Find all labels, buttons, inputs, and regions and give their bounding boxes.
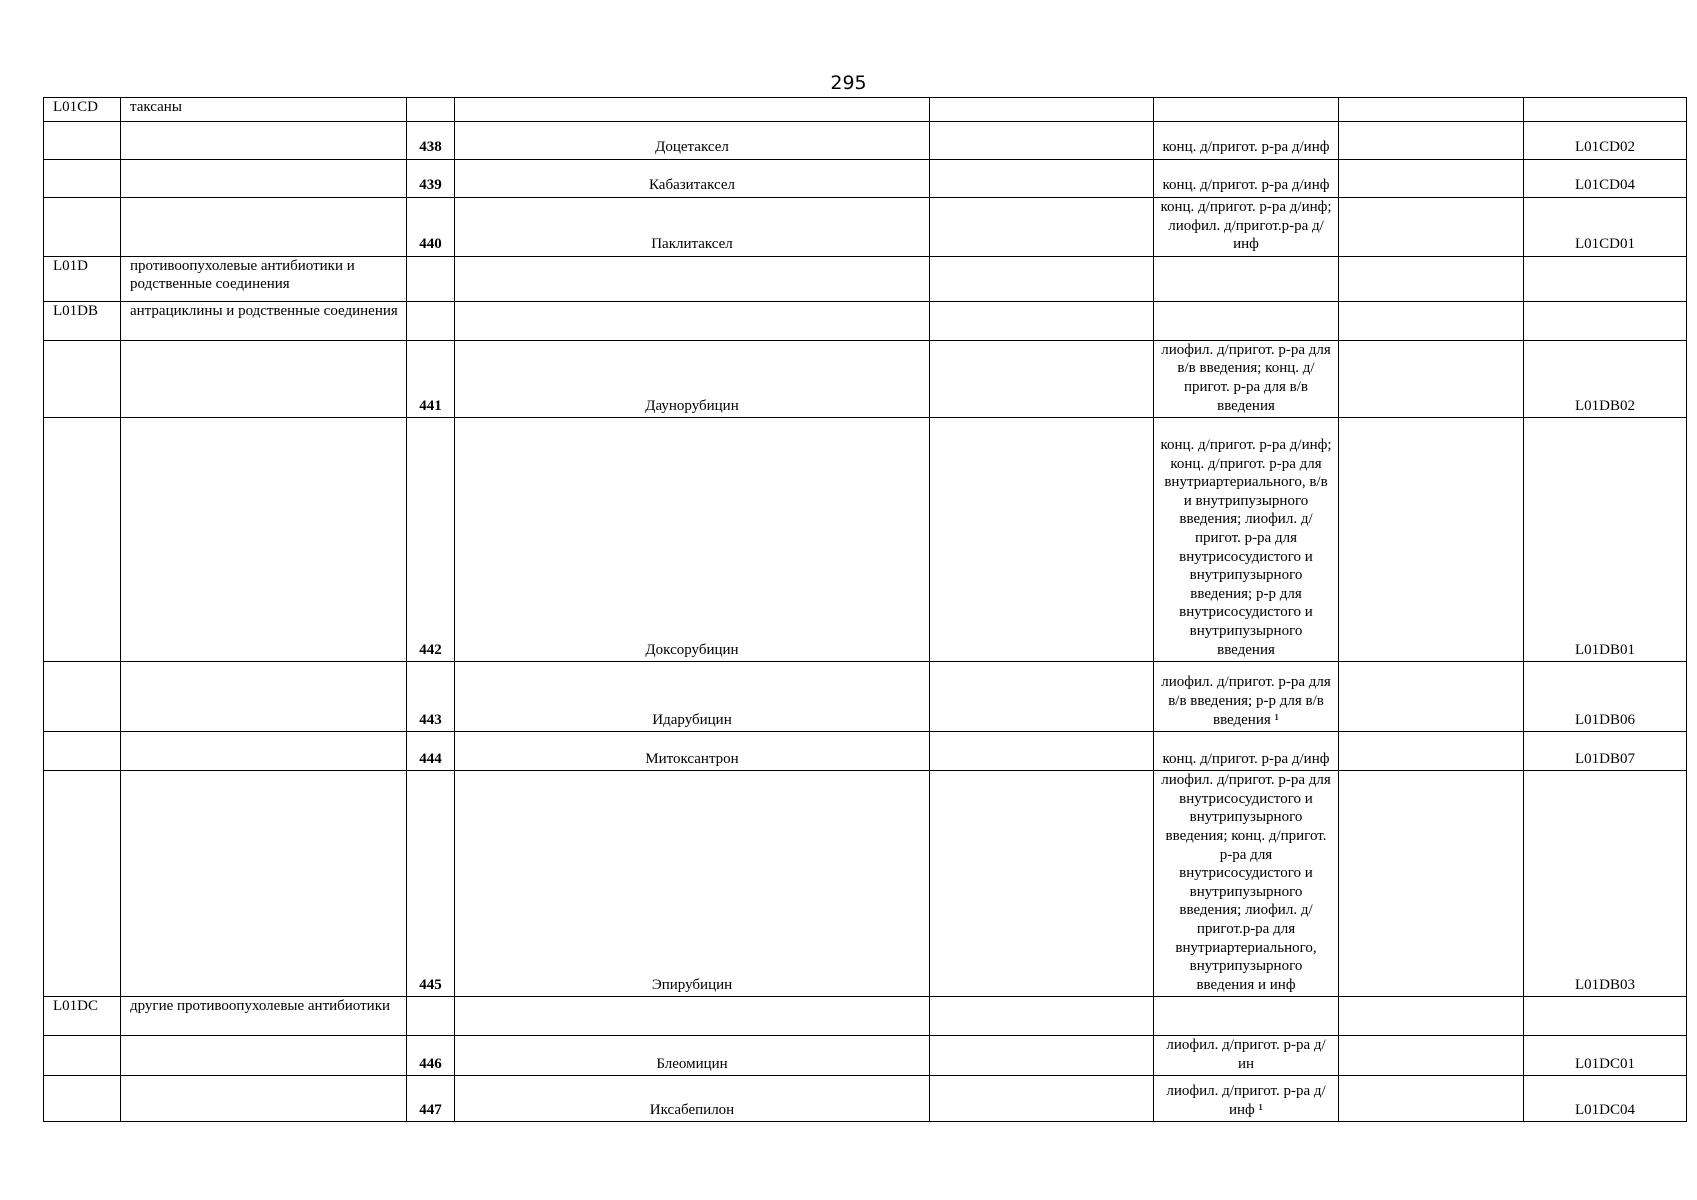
drug-name-cell: Эпирубицин: [455, 771, 930, 997]
atc-group-code-cell: L01CD: [44, 98, 121, 122]
dosage-form-cell: конц. д/пригот. р-ра д/инф; конц. д/пригот. р-ра для внутриартериального, в/в и внутрипузырного введения; лиофил. д/пригот. р-ра для внутрисосудистого и внутрипузырного введения; р-р для внутрисосудистого и внутрипузырного введения: [1154, 418, 1339, 662]
empty-cell: [930, 997, 1154, 1036]
atc-group-code-cell: [44, 662, 121, 732]
atc-group-code-cell: [44, 122, 121, 160]
empty-cell: [930, 256, 1154, 301]
empty-cell: [930, 418, 1154, 662]
table-row: [44, 1076, 1687, 1122]
atc-code-cell: L01DC04: [1524, 1076, 1687, 1122]
table-row: [44, 122, 1687, 160]
table-row: [44, 418, 1687, 662]
empty-cell: [930, 662, 1154, 732]
drug-name-cell: [455, 997, 930, 1036]
group-name-cell: другие противоопухолевые антибиотики: [121, 997, 407, 1036]
empty-cell: [1339, 1076, 1524, 1122]
empty-cell: [1339, 771, 1524, 997]
atc-group-code-cell: [44, 732, 121, 771]
dosage-form-cell: лиофил. д/пригот. р-ра д/инф ¹: [1154, 1076, 1339, 1122]
dosage-form-cell: лиофил. д/пригот. р-ра д/ин: [1154, 1036, 1339, 1076]
atc-group-code-cell: L01DC: [44, 997, 121, 1036]
empty-cell: [1339, 122, 1524, 160]
empty-cell: [1339, 732, 1524, 771]
empty-cell: [930, 198, 1154, 257]
group-name-cell: [121, 1036, 407, 1076]
empty-cell: [930, 98, 1154, 122]
group-name-cell: таксаны: [121, 98, 407, 122]
drug-name-cell: Митоксантрон: [455, 732, 930, 771]
atc-group-code-cell: [44, 160, 121, 198]
drug-name-cell: Доцетаксел: [455, 122, 930, 160]
atc-code-cell: [1524, 256, 1687, 301]
table-row: [44, 98, 1687, 122]
table-row: [44, 662, 1687, 732]
dosage-form-cell: [1154, 98, 1339, 122]
row-number-cell: [407, 301, 455, 340]
row-number-cell: 441: [407, 340, 455, 417]
empty-cell: [1339, 256, 1524, 301]
atc-group-code-cell: [44, 198, 121, 257]
group-name-cell: [121, 160, 407, 198]
atc-code-cell: L01CD02: [1524, 122, 1687, 160]
atc-code-cell: L01CD04: [1524, 160, 1687, 198]
group-name-cell: [121, 198, 407, 257]
atc-group-code-cell: [44, 1036, 121, 1076]
group-name-cell: [121, 732, 407, 771]
page-number: 295: [830, 72, 867, 94]
empty-cell: [1339, 997, 1524, 1036]
dosage-form-cell: конц. д/пригот. р-ра д/инф: [1154, 732, 1339, 771]
row-number-cell: 440: [407, 198, 455, 257]
empty-cell: [930, 732, 1154, 771]
dosage-form-cell: конц. д/пригот. р-ра д/инф: [1154, 122, 1339, 160]
row-number-cell: 445: [407, 771, 455, 997]
dosage-form-cell: лиофил. д/пригот. р-ра для в/в введения; конц. д/пригот. р-ра для в/в введения: [1154, 340, 1339, 417]
dosage-form-cell: лиофил. д/пригот. р-ра для внутрисосудистого и внутрипузырного введения; конц. д/пригот. р-ра для внутрисосудистого и внутрипузырного введения; лиофил. д/пригот.р-ра для внутриартериального, внутрипузырного введения и инф: [1154, 771, 1339, 997]
group-name-cell: [121, 122, 407, 160]
dosage-form-cell: лиофил. д/пригот. р-ра для в/в введения; р-р для в/в введения ¹: [1154, 662, 1339, 732]
table-row: [44, 771, 1687, 997]
atc-code-cell: L01CD01: [1524, 198, 1687, 257]
dosage-form-cell: конц. д/пригот. р-ра д/инф; лиофил. д/пригот.р-ра д/инф: [1154, 198, 1339, 257]
empty-cell: [1339, 301, 1524, 340]
empty-cell: [1339, 418, 1524, 662]
row-number-cell: 447: [407, 1076, 455, 1122]
atc-code-cell: [1524, 997, 1687, 1036]
table-row: [44, 732, 1687, 771]
drug-name-cell: Паклитаксел: [455, 198, 930, 257]
empty-cell: [930, 160, 1154, 198]
atc-code-cell: [1524, 98, 1687, 122]
atc-group-code-cell: [44, 771, 121, 997]
dosage-form-cell: [1154, 256, 1339, 301]
empty-cell: [930, 340, 1154, 417]
atc-code-cell: L01DB06: [1524, 662, 1687, 732]
row-number-cell: 444: [407, 732, 455, 771]
atc-group-code-cell: [44, 418, 121, 662]
empty-cell: [1339, 1036, 1524, 1076]
drug-name-cell: Даунорубицин: [455, 340, 930, 417]
row-number-cell: 446: [407, 1036, 455, 1076]
table-row: [44, 198, 1687, 257]
empty-cell: [1339, 340, 1524, 417]
atc-code-cell: L01DC01: [1524, 1036, 1687, 1076]
atc-code-cell: L01DB02: [1524, 340, 1687, 417]
atc-code-cell: L01DB03: [1524, 771, 1687, 997]
table-row: [44, 997, 1687, 1036]
row-number-cell: 442: [407, 418, 455, 662]
drug-name-cell: Доксорубицин: [455, 418, 930, 662]
empty-cell: [1339, 160, 1524, 198]
group-name-cell: [121, 771, 407, 997]
table-row: [44, 1036, 1687, 1076]
group-name-cell: [121, 662, 407, 732]
empty-cell: [930, 122, 1154, 160]
row-number-cell: 438: [407, 122, 455, 160]
drug-table: [43, 97, 1687, 1122]
atc-group-code-cell: [44, 1076, 121, 1122]
row-number-cell: [407, 98, 455, 122]
row-number-cell: [407, 256, 455, 301]
drug-table-body: [44, 98, 1687, 1122]
row-number-cell: 443: [407, 662, 455, 732]
atc-code-cell: L01DB01: [1524, 418, 1687, 662]
row-number-cell: [407, 997, 455, 1036]
atc-code-cell: L01DB07: [1524, 732, 1687, 771]
drug-name-cell: [455, 256, 930, 301]
atc-code-cell: [1524, 301, 1687, 340]
empty-cell: [930, 771, 1154, 997]
empty-cell: [930, 1036, 1154, 1076]
drug-name-cell: Блеомицин: [455, 1036, 930, 1076]
drug-name-cell: [455, 301, 930, 340]
group-name-cell: антрациклины и родственные соединения: [121, 301, 407, 340]
empty-cell: [1339, 662, 1524, 732]
empty-cell: [930, 1076, 1154, 1122]
drug-name-cell: Кабазитаксел: [455, 160, 930, 198]
group-name-cell: [121, 340, 407, 417]
row-number-cell: 439: [407, 160, 455, 198]
atc-group-code-cell: L01D: [44, 256, 121, 301]
dosage-form-cell: [1154, 997, 1339, 1036]
empty-cell: [930, 301, 1154, 340]
atc-group-code-cell: [44, 340, 121, 417]
empty-cell: [1339, 198, 1524, 257]
dosage-form-cell: [1154, 301, 1339, 340]
drug-name-cell: Иксабепилон: [455, 1076, 930, 1122]
dosage-form-cell: конц. д/пригот. р-ра д/инф: [1154, 160, 1339, 198]
table-row: [44, 340, 1687, 417]
drug-name-cell: [455, 98, 930, 122]
group-name-cell: противоопухолевые антибиотики и родственные соединения: [121, 256, 407, 301]
atc-group-code-cell: L01DB: [44, 301, 121, 340]
group-name-cell: [121, 1076, 407, 1122]
drug-name-cell: Идарубицин: [455, 662, 930, 732]
table-row: [44, 256, 1687, 301]
empty-cell: [1339, 98, 1524, 122]
table-row: [44, 160, 1687, 198]
table-row: [44, 301, 1687, 340]
group-name-cell: [121, 418, 407, 662]
